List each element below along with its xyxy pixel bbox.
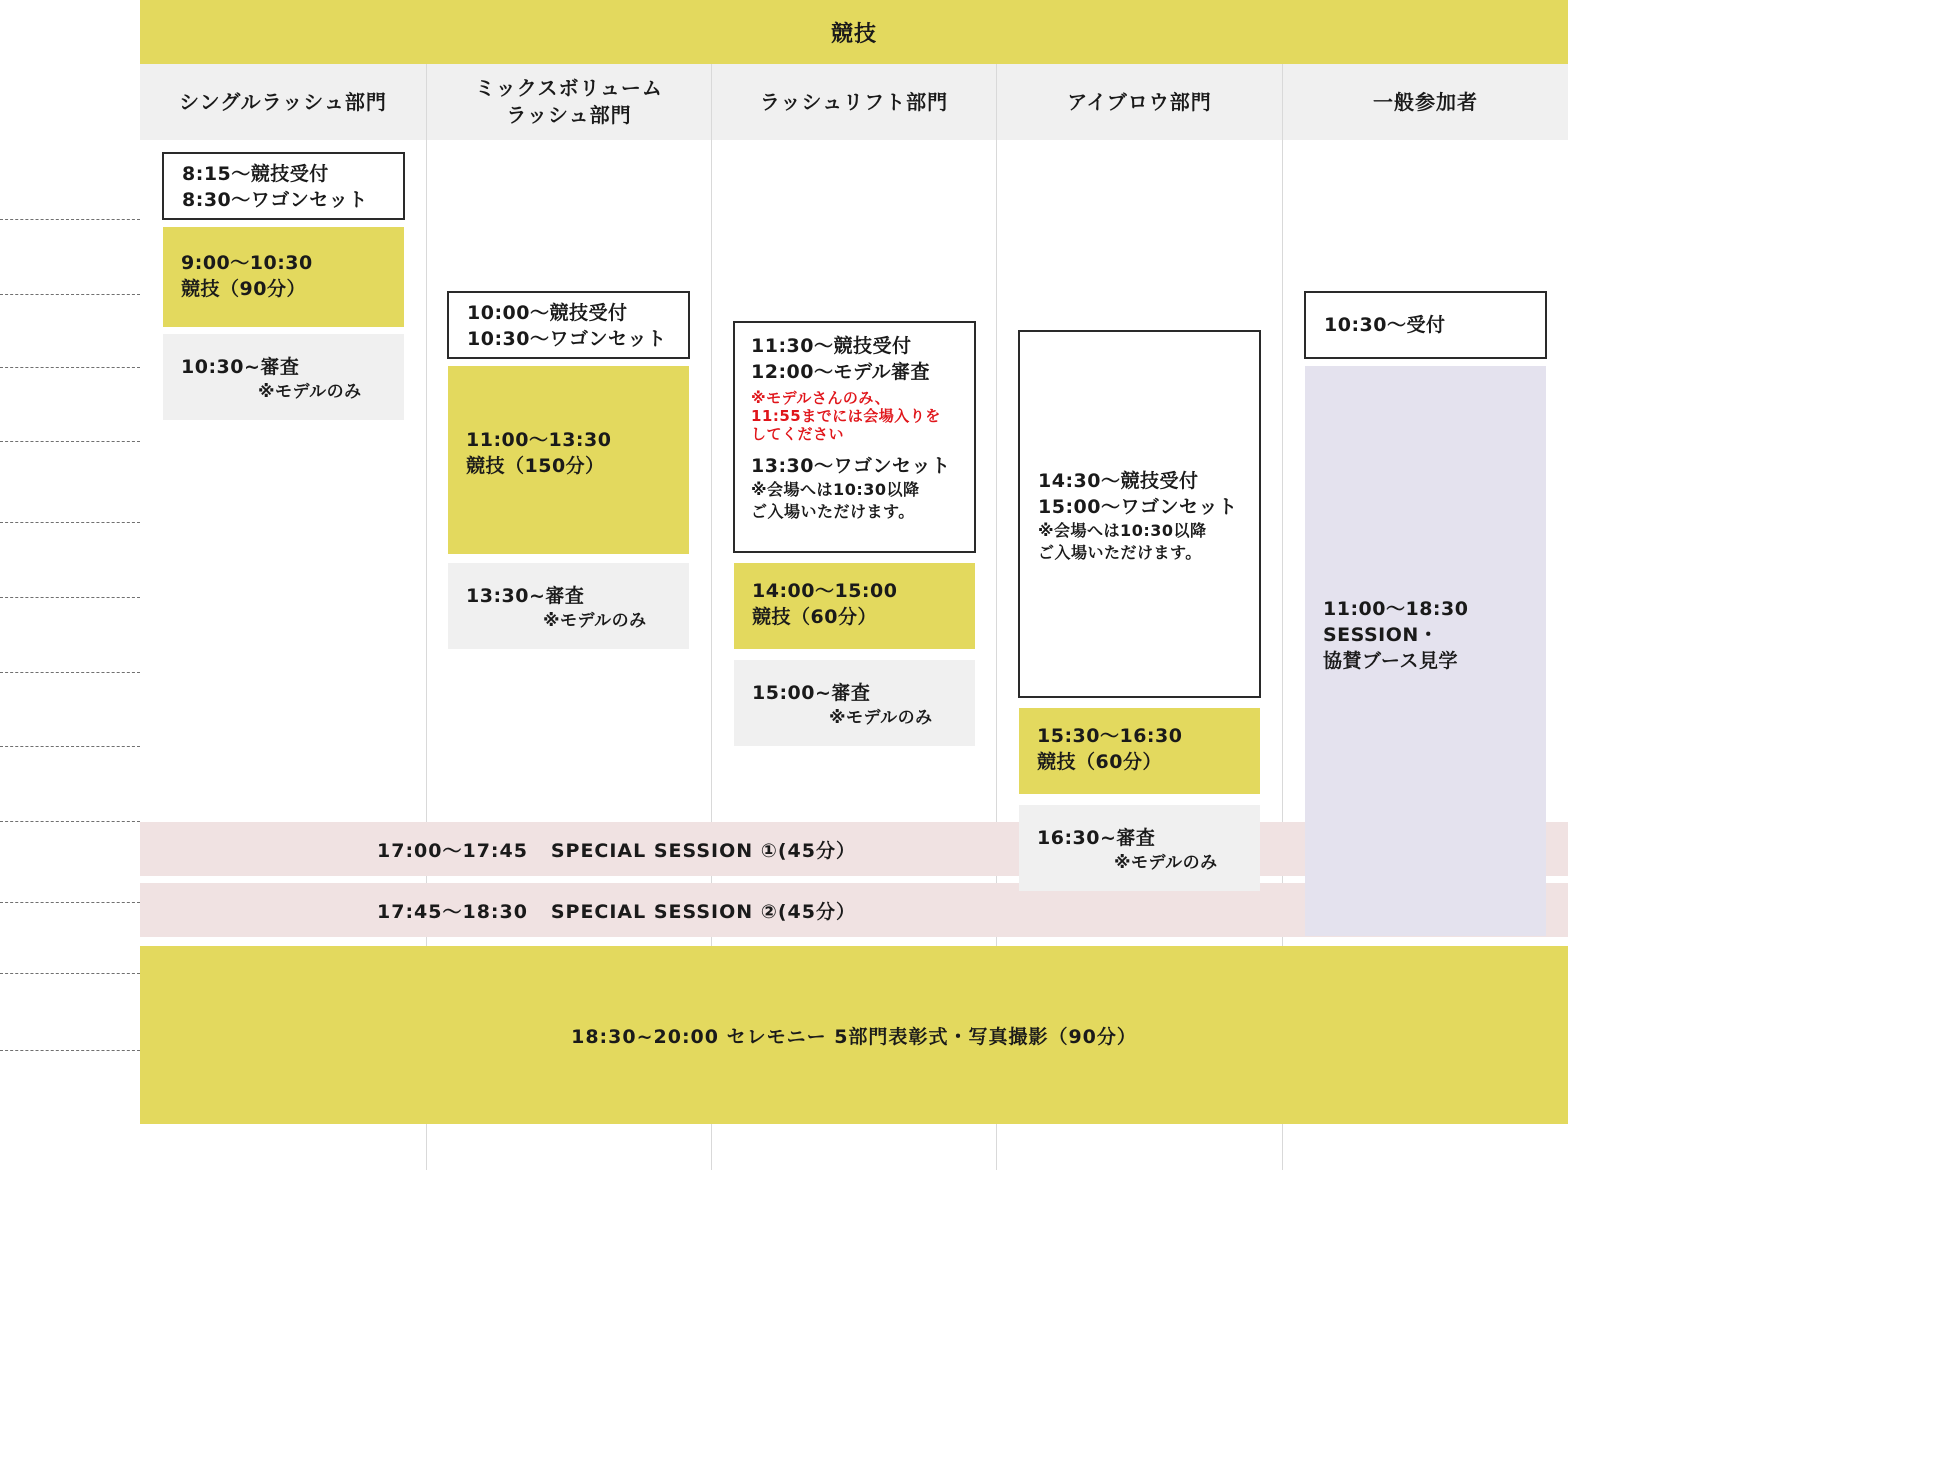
lift-competition-box	[734, 563, 975, 649]
single-judging-box	[163, 334, 404, 420]
judging-note: ※モデルのみ	[1114, 853, 1218, 873]
judging-note: ※モデルのみ	[543, 611, 647, 631]
time-marker	[0, 441, 140, 442]
competition-time: 14:00～15:00	[752, 580, 898, 602]
lift-reception-box	[733, 321, 976, 553]
warning-line: 11:55までには会場入りを	[751, 407, 941, 425]
reception-time: 14:30～競技受付	[1038, 470, 1199, 492]
judging-time: 13:30~審査	[466, 585, 585, 607]
venue-note: ご入場いただけます。	[1038, 543, 1202, 562]
column-header-label: ラッシュリフト部門	[759, 89, 949, 114]
single-reception-box	[162, 152, 405, 220]
time-marker	[0, 821, 140, 822]
warning-line: ※モデルさんのみ、	[751, 389, 891, 407]
session-time: 11:00～18:30	[1323, 598, 1469, 620]
column-header-label: アイブロウ部門	[1067, 89, 1212, 114]
venue-note: ※会場へは10:30以降	[1038, 521, 1207, 540]
competition-time: 11:00～13:30	[466, 429, 612, 451]
lift-judging-box	[734, 660, 975, 746]
brow-reception-box	[1018, 330, 1261, 698]
reception-time: 10:00～競技受付	[467, 302, 628, 324]
column-header-mix-volume	[427, 64, 711, 140]
session-spacer	[528, 838, 551, 860]
column-header-label: シングルラッシュ部門	[179, 89, 387, 114]
venue-note: ご入場いただけます。	[751, 502, 915, 521]
judging-time: 15:00~審査	[752, 682, 871, 704]
time-marker	[0, 902, 140, 903]
reception-time: 10:30～受付	[1324, 314, 1446, 336]
mix-competition-box	[448, 366, 689, 554]
page-title: 競技	[140, 0, 1568, 64]
session-label: SPECIAL SESSION ①(45分）	[550, 839, 856, 862]
single-competition-box	[163, 227, 404, 327]
wagon-time: 8:30～ワゴンセット	[182, 189, 368, 211]
venue-note: ※会場へは10:30以降	[751, 480, 920, 499]
column-header-label: ミックスボリューム ラッシュ部門	[475, 76, 663, 127]
competition-time: 9:00～10:30	[181, 252, 313, 274]
time-marker	[0, 597, 140, 598]
mix-reception-box	[447, 291, 690, 359]
time-marker	[0, 219, 140, 220]
time-marker	[0, 367, 140, 368]
brow-competition-box	[1019, 708, 1260, 794]
reception-time: 11:30～競技受付	[751, 335, 912, 357]
session-label: SPECIAL SESSION ②(45分）	[550, 900, 856, 923]
model-judging-time: 12:00～モデル審査	[751, 361, 931, 383]
reception-time: 8:15～競技受付	[182, 163, 329, 185]
column-header-lash-lift	[712, 64, 996, 140]
competition-duration: 競技（150分）	[466, 455, 605, 477]
session-time: 17:45～18:30	[377, 900, 528, 923]
judging-note: ※モデルのみ	[829, 708, 933, 728]
session-spacer	[528, 899, 551, 921]
ceremony-label: 18:30~20:00 セレモニー 5部門表彰式・写真撮影（90分）	[571, 1025, 1137, 1048]
general-session-box	[1305, 366, 1546, 936]
mix-judging-box	[448, 563, 689, 649]
column-header-single-lash	[140, 64, 426, 140]
competition-duration: 競技（60分）	[1037, 751, 1162, 773]
session-title: SESSION・	[1323, 624, 1439, 646]
time-marker	[0, 973, 140, 974]
judging-time: 10:30~審査	[181, 356, 300, 378]
time-marker	[0, 746, 140, 747]
time-marker	[0, 522, 140, 523]
session-subtitle: 協賛ブース見学	[1323, 650, 1458, 672]
time-marker	[0, 294, 140, 295]
wagon-time: 13:30～ワゴンセット	[751, 455, 951, 477]
competition-duration: 競技（90分）	[181, 278, 306, 300]
time-marker	[0, 672, 140, 673]
judging-time: 16:30~審査	[1037, 827, 1156, 849]
model-arrival-warning	[751, 389, 974, 443]
brow-judging-box	[1019, 805, 1260, 891]
session-time: 17:00～17:45	[377, 839, 528, 862]
time-marker	[0, 1050, 140, 1051]
column-header-eyebrow	[997, 64, 1282, 140]
competition-duration: 競技（60分）	[752, 606, 877, 628]
ceremony-bar	[140, 946, 1568, 1124]
general-reception-box	[1304, 291, 1547, 359]
column-header-general	[1283, 64, 1568, 140]
wagon-time: 10:30～ワゴンセット	[467, 328, 667, 350]
warning-line: してください	[751, 425, 845, 443]
wagon-time: 15:00～ワゴンセット	[1038, 496, 1238, 518]
column-header-label: 一般参加者	[1373, 89, 1478, 114]
competition-time: 15:30～16:30	[1037, 725, 1183, 747]
judging-note: ※モデルのみ	[258, 382, 362, 402]
